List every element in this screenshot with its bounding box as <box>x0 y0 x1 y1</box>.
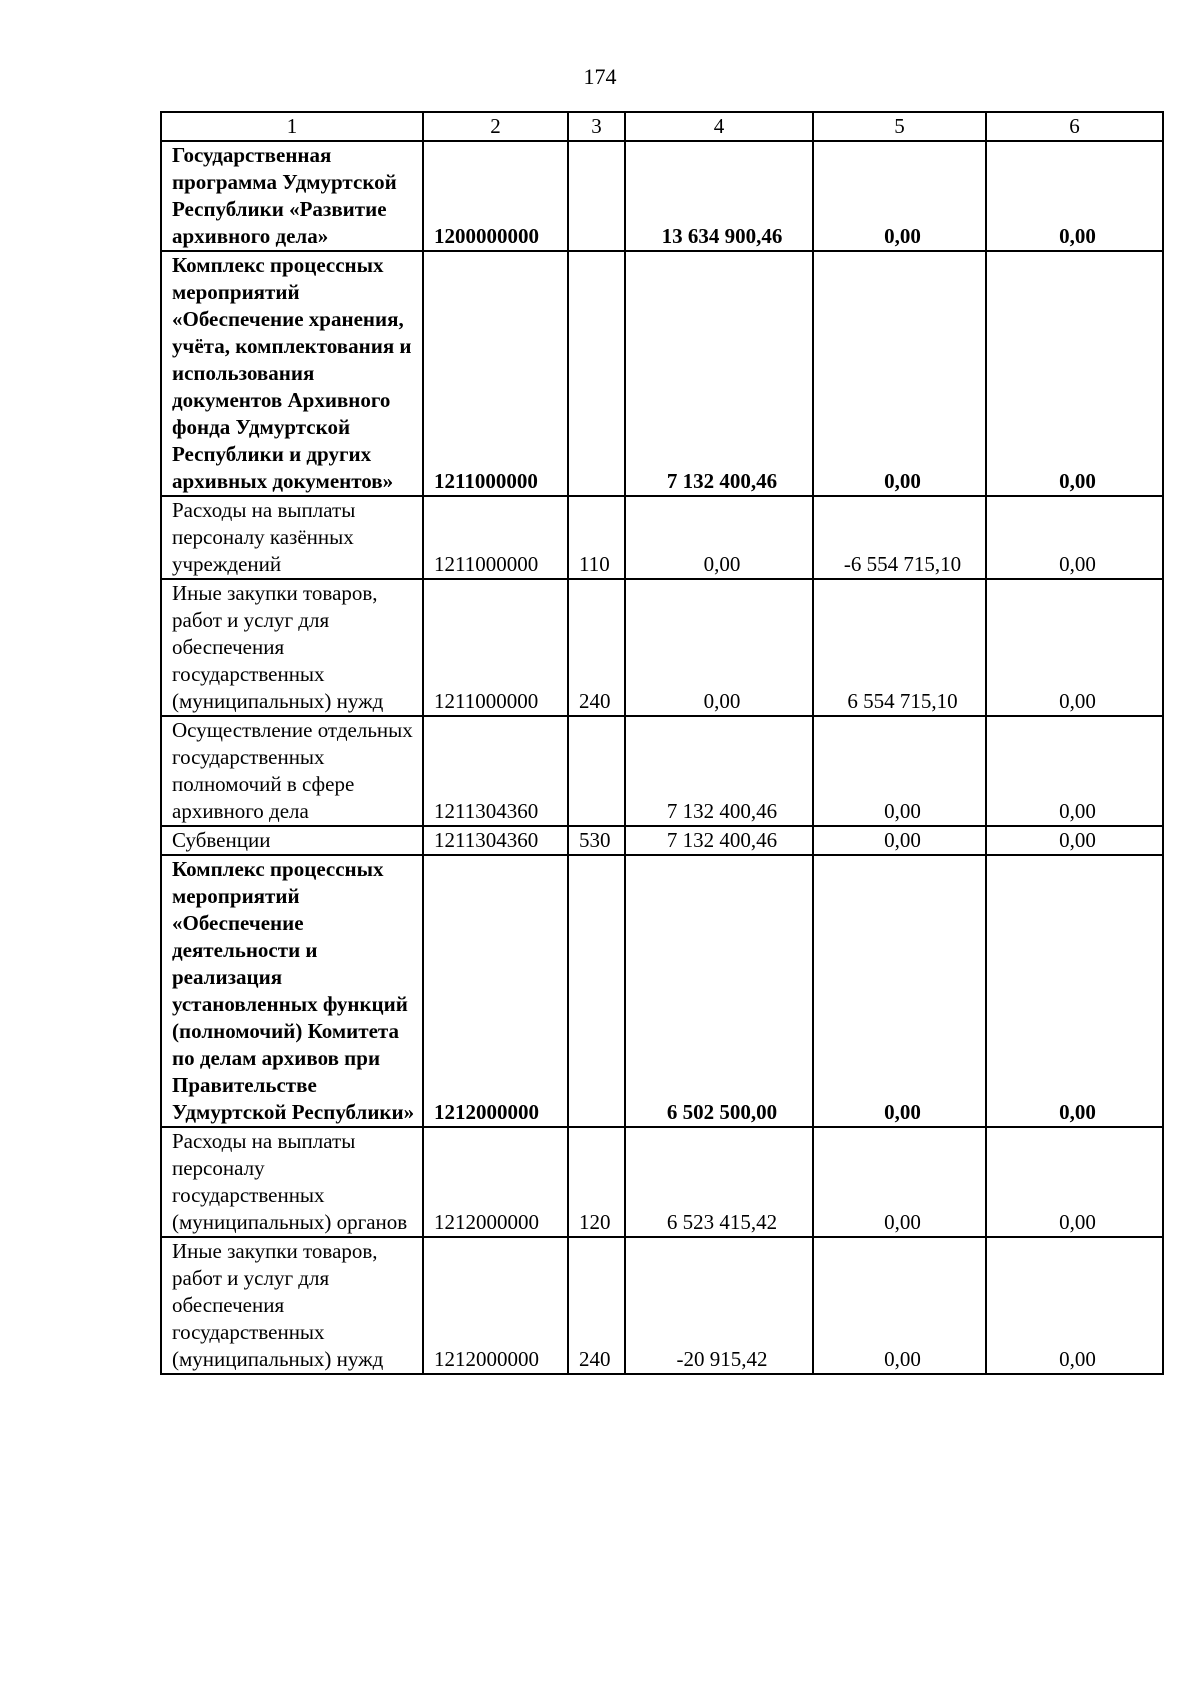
row-vr-cell: 240 <box>568 579 625 716</box>
row-code-cell: 1211000000 <box>423 579 568 716</box>
row-vr-cell <box>568 251 625 496</box>
table-row <box>161 1237 1163 1374</box>
header-cell-1: 1 <box>161 112 423 141</box>
row-name-cell: Расходы на выплаты персоналу казённых учреждений <box>161 496 423 579</box>
row-col4-cell: -20 915,42 <box>625 1237 813 1374</box>
row-vr-cell <box>568 716 625 826</box>
row-col4-cell: 7 132 400,46 <box>625 251 813 496</box>
row-col6-cell: 0,00 <box>986 496 1163 579</box>
row-code-cell: 1212000000 <box>423 855 568 1127</box>
budget-table <box>160 111 1164 1375</box>
row-col5-cell: 0,00 <box>813 855 986 1127</box>
row-col6-cell: 0,00 <box>986 1127 1163 1237</box>
row-col4-cell: 0,00 <box>625 496 813 579</box>
row-code-cell: 1212000000 <box>423 1127 568 1237</box>
table-row <box>161 716 1163 826</box>
row-col6-cell: 0,00 <box>986 855 1163 1127</box>
table-row <box>161 141 1163 251</box>
row-col6-cell: 0,00 <box>986 1237 1163 1374</box>
row-col5-cell: 0,00 <box>813 1127 986 1237</box>
row-col4-cell: 13 634 900,46 <box>625 141 813 251</box>
header-row <box>161 112 1163 141</box>
table-row <box>161 579 1163 716</box>
header-cell-2: 2 <box>423 112 568 141</box>
row-col5-cell: 0,00 <box>813 1237 986 1374</box>
row-name-cell: Комплекс процессных мероприятий «Обеспечение деятельности и реализация установленных функций (полномочий) Комитета по делам архивов при Правительстве Удмуртской Республики» <box>161 855 423 1127</box>
row-vr-cell <box>568 141 625 251</box>
header-cell-3: 3 <box>568 112 625 141</box>
header-cell-5: 5 <box>813 112 986 141</box>
row-code-cell: 1211000000 <box>423 496 568 579</box>
row-name-cell: Иные закупки товаров, работ и услуг для обеспечения государственных (муниципальных) нужд <box>161 579 423 716</box>
row-code-cell: 1211000000 <box>423 251 568 496</box>
row-name-cell: Государственная программа Удмуртской Республики «Развитие архивного дела» <box>161 141 423 251</box>
row-name-cell: Осуществление отдельных государственных полномочий в сфере архивного дела <box>161 716 423 826</box>
row-code-cell: 1212000000 <box>423 1237 568 1374</box>
row-col6-cell: 0,00 <box>986 141 1163 251</box>
row-col5-cell: 0,00 <box>813 716 986 826</box>
row-col6-cell: 0,00 <box>986 716 1163 826</box>
row-col5-cell: -6 554 715,10 <box>813 496 986 579</box>
row-vr-cell: 530 <box>568 826 625 855</box>
header-cell-6: 6 <box>986 112 1163 141</box>
row-col4-cell: 7 132 400,46 <box>625 716 813 826</box>
table-row <box>161 855 1163 1127</box>
row-code-cell: 1200000000 <box>423 141 568 251</box>
row-col4-cell: 6 523 415,42 <box>625 1127 813 1237</box>
row-col4-cell: 0,00 <box>625 579 813 716</box>
row-vr-cell: 240 <box>568 1237 625 1374</box>
row-col5-cell: 0,00 <box>813 826 986 855</box>
row-col5-cell: 6 554 715,10 <box>813 579 986 716</box>
row-vr-cell: 110 <box>568 496 625 579</box>
row-name-cell: Расходы на выплаты персоналу государственных (муниципальных) органов <box>161 1127 423 1237</box>
row-name-cell: Субвенции <box>161 826 423 855</box>
row-vr-cell <box>568 855 625 1127</box>
row-code-cell: 1211304360 <box>423 716 568 826</box>
row-col5-cell: 0,00 <box>813 141 986 251</box>
table-row <box>161 826 1163 855</box>
row-col6-cell: 0,00 <box>986 579 1163 716</box>
row-col6-cell: 0,00 <box>986 251 1163 496</box>
row-col4-cell: 6 502 500,00 <box>625 855 813 1127</box>
table-row <box>161 251 1163 496</box>
row-name-cell: Комплекс процессных мероприятий «Обеспечение хранения, учёта, комплектования и использования документов Архивного фонда Удмуртской Республики и других архивных документов» <box>161 251 423 496</box>
row-col4-cell: 7 132 400,46 <box>625 826 813 855</box>
row-code-cell: 1211304360 <box>423 826 568 855</box>
row-col6-cell: 0,00 <box>986 826 1163 855</box>
page-number: 174 <box>583 64 617 89</box>
row-vr-cell: 120 <box>568 1127 625 1237</box>
table-row <box>161 496 1163 579</box>
row-col5-cell: 0,00 <box>813 251 986 496</box>
table-row <box>161 1127 1163 1237</box>
row-name-cell: Иные закупки товаров, работ и услуг для обеспечения государственных (муниципальных) нужд <box>161 1237 423 1374</box>
header-cell-4: 4 <box>625 112 813 141</box>
